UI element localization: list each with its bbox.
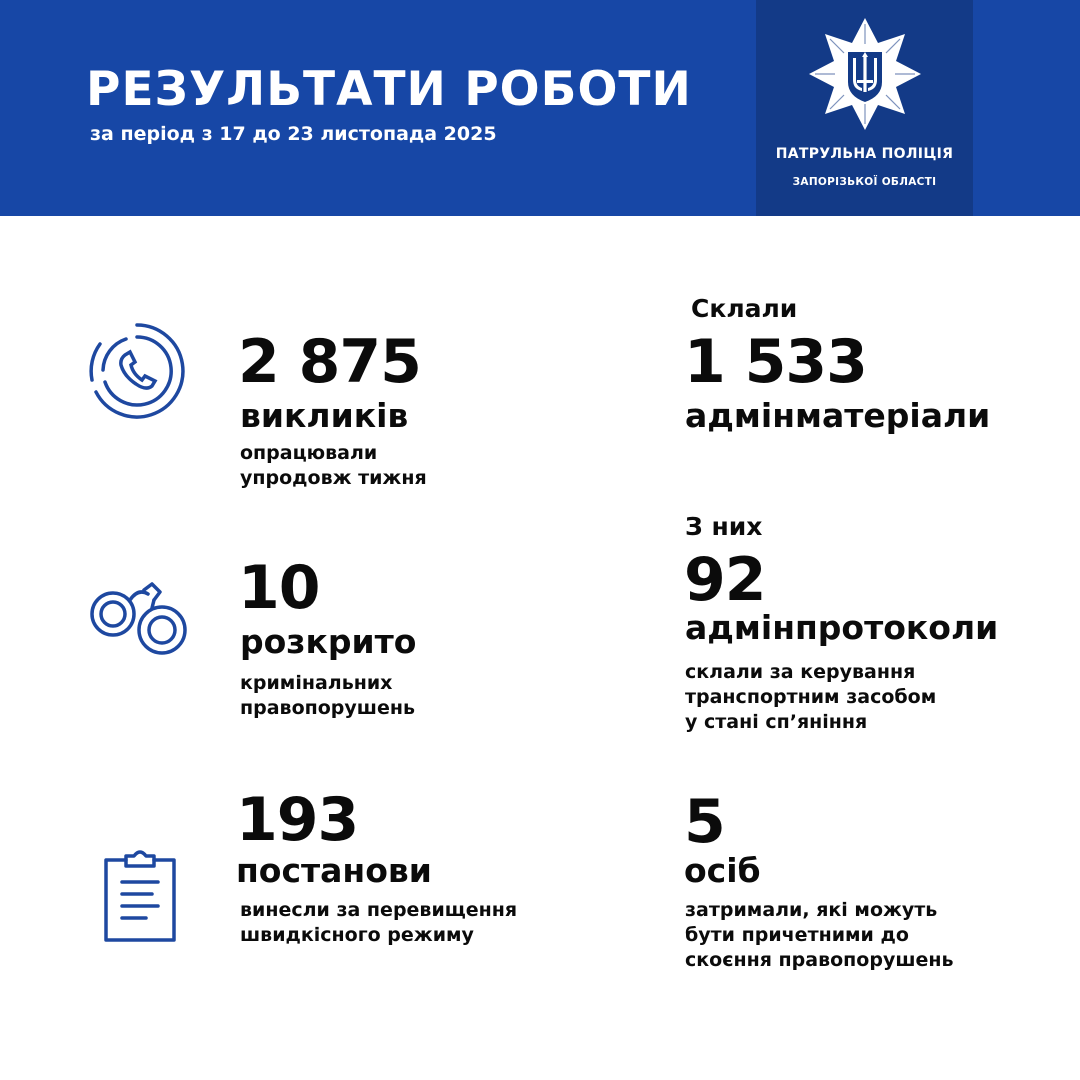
detained-unit: осіб [684, 851, 761, 890]
resolutions-unit: постанови [236, 851, 432, 890]
calls-unit: викликів [240, 396, 409, 435]
logo-panel [756, 0, 973, 216]
calls-value: 2 875 [238, 327, 421, 397]
header-banner [0, 0, 1080, 216]
detained-value: 5 [684, 787, 725, 857]
logo-name: ПАТРУЛЬНА ПОЛІЦІЯ [775, 146, 954, 162]
admin-materials-value: 1 533 [684, 327, 867, 397]
resolutions-description-2: швидкісного режиму [240, 924, 474, 946]
admin-protocols-description-2: транспортним засобом [685, 686, 937, 708]
crimes-description-2: правопорушень [240, 697, 415, 719]
page-title: РЕЗУЛЬТАТИ РОБОТИ [86, 62, 692, 117]
police-star-trident-icon [800, 12, 930, 138]
calls-description-2: упродовж тижня [240, 467, 427, 489]
admin-protocols-description-1: склали за керування [685, 661, 916, 683]
admin-materials-intro: Склали [691, 294, 798, 323]
calls-description-1: опрацювали [240, 442, 378, 464]
admin-protocols-description-3: у стані сп’яніння [685, 711, 868, 733]
resolutions-value: 193 [236, 785, 359, 855]
phone-icon [88, 322, 186, 420]
handcuffs-icon [88, 578, 190, 660]
crimes-unit: розкрито [240, 622, 417, 661]
crimes-value: 10 [238, 553, 320, 623]
admin-protocols-unit: адмінпротоколи [685, 608, 999, 647]
admin-materials-unit: адмінматеріали [685, 396, 991, 435]
admin-protocols-intro: З них [685, 512, 763, 541]
resolutions-description-1: винесли за перевищення [240, 899, 518, 921]
logo-region: ЗАПОРІЗЬКОЇ ОБЛАСТІ [792, 176, 937, 188]
period-subtitle: за період з 17 до 23 листопада 2025 [90, 123, 497, 145]
detained-description-2: бути причетними до [685, 924, 909, 946]
crimes-description-1: кримінальних [240, 672, 393, 694]
detained-description-3: скоєння правопорушень [685, 949, 954, 971]
clipboard-icon [100, 848, 180, 944]
admin-protocols-value: 92 [684, 545, 766, 615]
detained-description-1: затримали, які можуть [685, 899, 938, 921]
